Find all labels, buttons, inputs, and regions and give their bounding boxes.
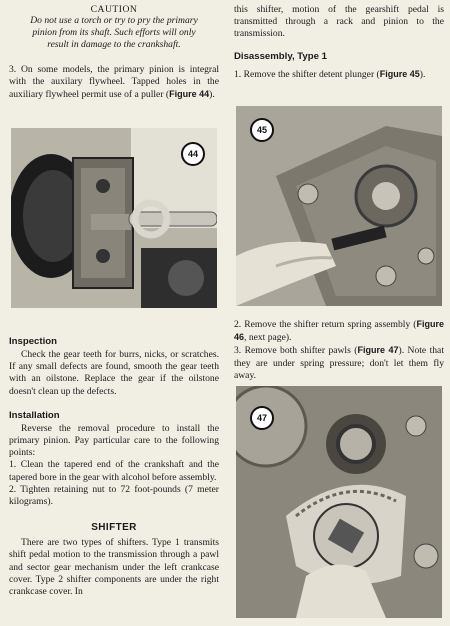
inspection-heading: Inspection [9,336,57,347]
figure-47-photo [236,386,442,618]
figure-45-badge: 45 [250,118,274,142]
disassembly-step-2: 2. Remove the shifter return spring assembly (Figure 46, next page). [234,319,444,344]
figure-44-ref: Figure 44 [169,89,210,100]
step3-paragraph: 3. On some models, the primary pinion is integral with the auxilary flywheel. Tapped holes in the auxiliary flywheel permit use of a puller (Figure 44). [9,63,219,101]
figure-46-ref: Figure 46 [234,319,444,343]
figure-47-badge: 47 [250,406,274,430]
shifter-continued-text: this shifter, motion of the gearshift pedal is transmitted through a rack and pinion to the transmission. [234,4,444,40]
installation-heading: Installation [9,409,60,421]
right-column-lower [234,318,444,382]
figure-47-ref: Figure 47 [357,345,399,356]
left-column-lower [9,336,219,598]
install-step-2: 2. Tighten retaining nut to 72 foot-pounds (7 meter kilograms). [9,483,219,508]
figure-44-photo [11,128,217,308]
figure-44-badge: 44 [181,142,205,166]
caution-title: CAUTION [90,4,138,15]
install-step-1: 1. Clean the tapered end of the crankshaft and the tapered bore in the gear with alcohol before assembly. [9,459,219,483]
right-column [234,0,444,81]
shifter-text: There are two types of shifters. Type 1 transmits shift pedal motion to the transmission through a pawl and sector gear mechanism under the left crankcase cover. Type 2 shifter components are under the right crankcase cover. In [9,537,219,598]
disassembly-heading: Disassembly, Type 1 [234,50,327,62]
caution-text: Do not use a torch or try to pry the primary pinion from its shaft. Such efforts will only result in damage to the crankshaft. [30,15,198,51]
installation-text: Reverse the removal procedure to install the primary pinion. Pay particular care to the following points: [9,422,219,459]
left-column [9,0,219,101]
disassembly-step-3: 3. Remove both shifter pawls (Figure 47). Note that they are under spring pressure; don't let them fly away. [234,345,444,381]
disassembly-step-1: 1. Remove the shifter detent plunger (Figure 45). [234,68,426,80]
shifter-heading: SHIFTER [91,522,137,534]
figure-45-ref: Figure 45 [379,68,420,79]
figure-45-photo [236,106,442,306]
inspection-text: Check the gear teeth for burrs, nicks, or scratches. If any small defects are found, smooth the gear teeth with an oilstone. Replace the gear if the oilstone doesn't clean up the defects. [9,349,219,397]
